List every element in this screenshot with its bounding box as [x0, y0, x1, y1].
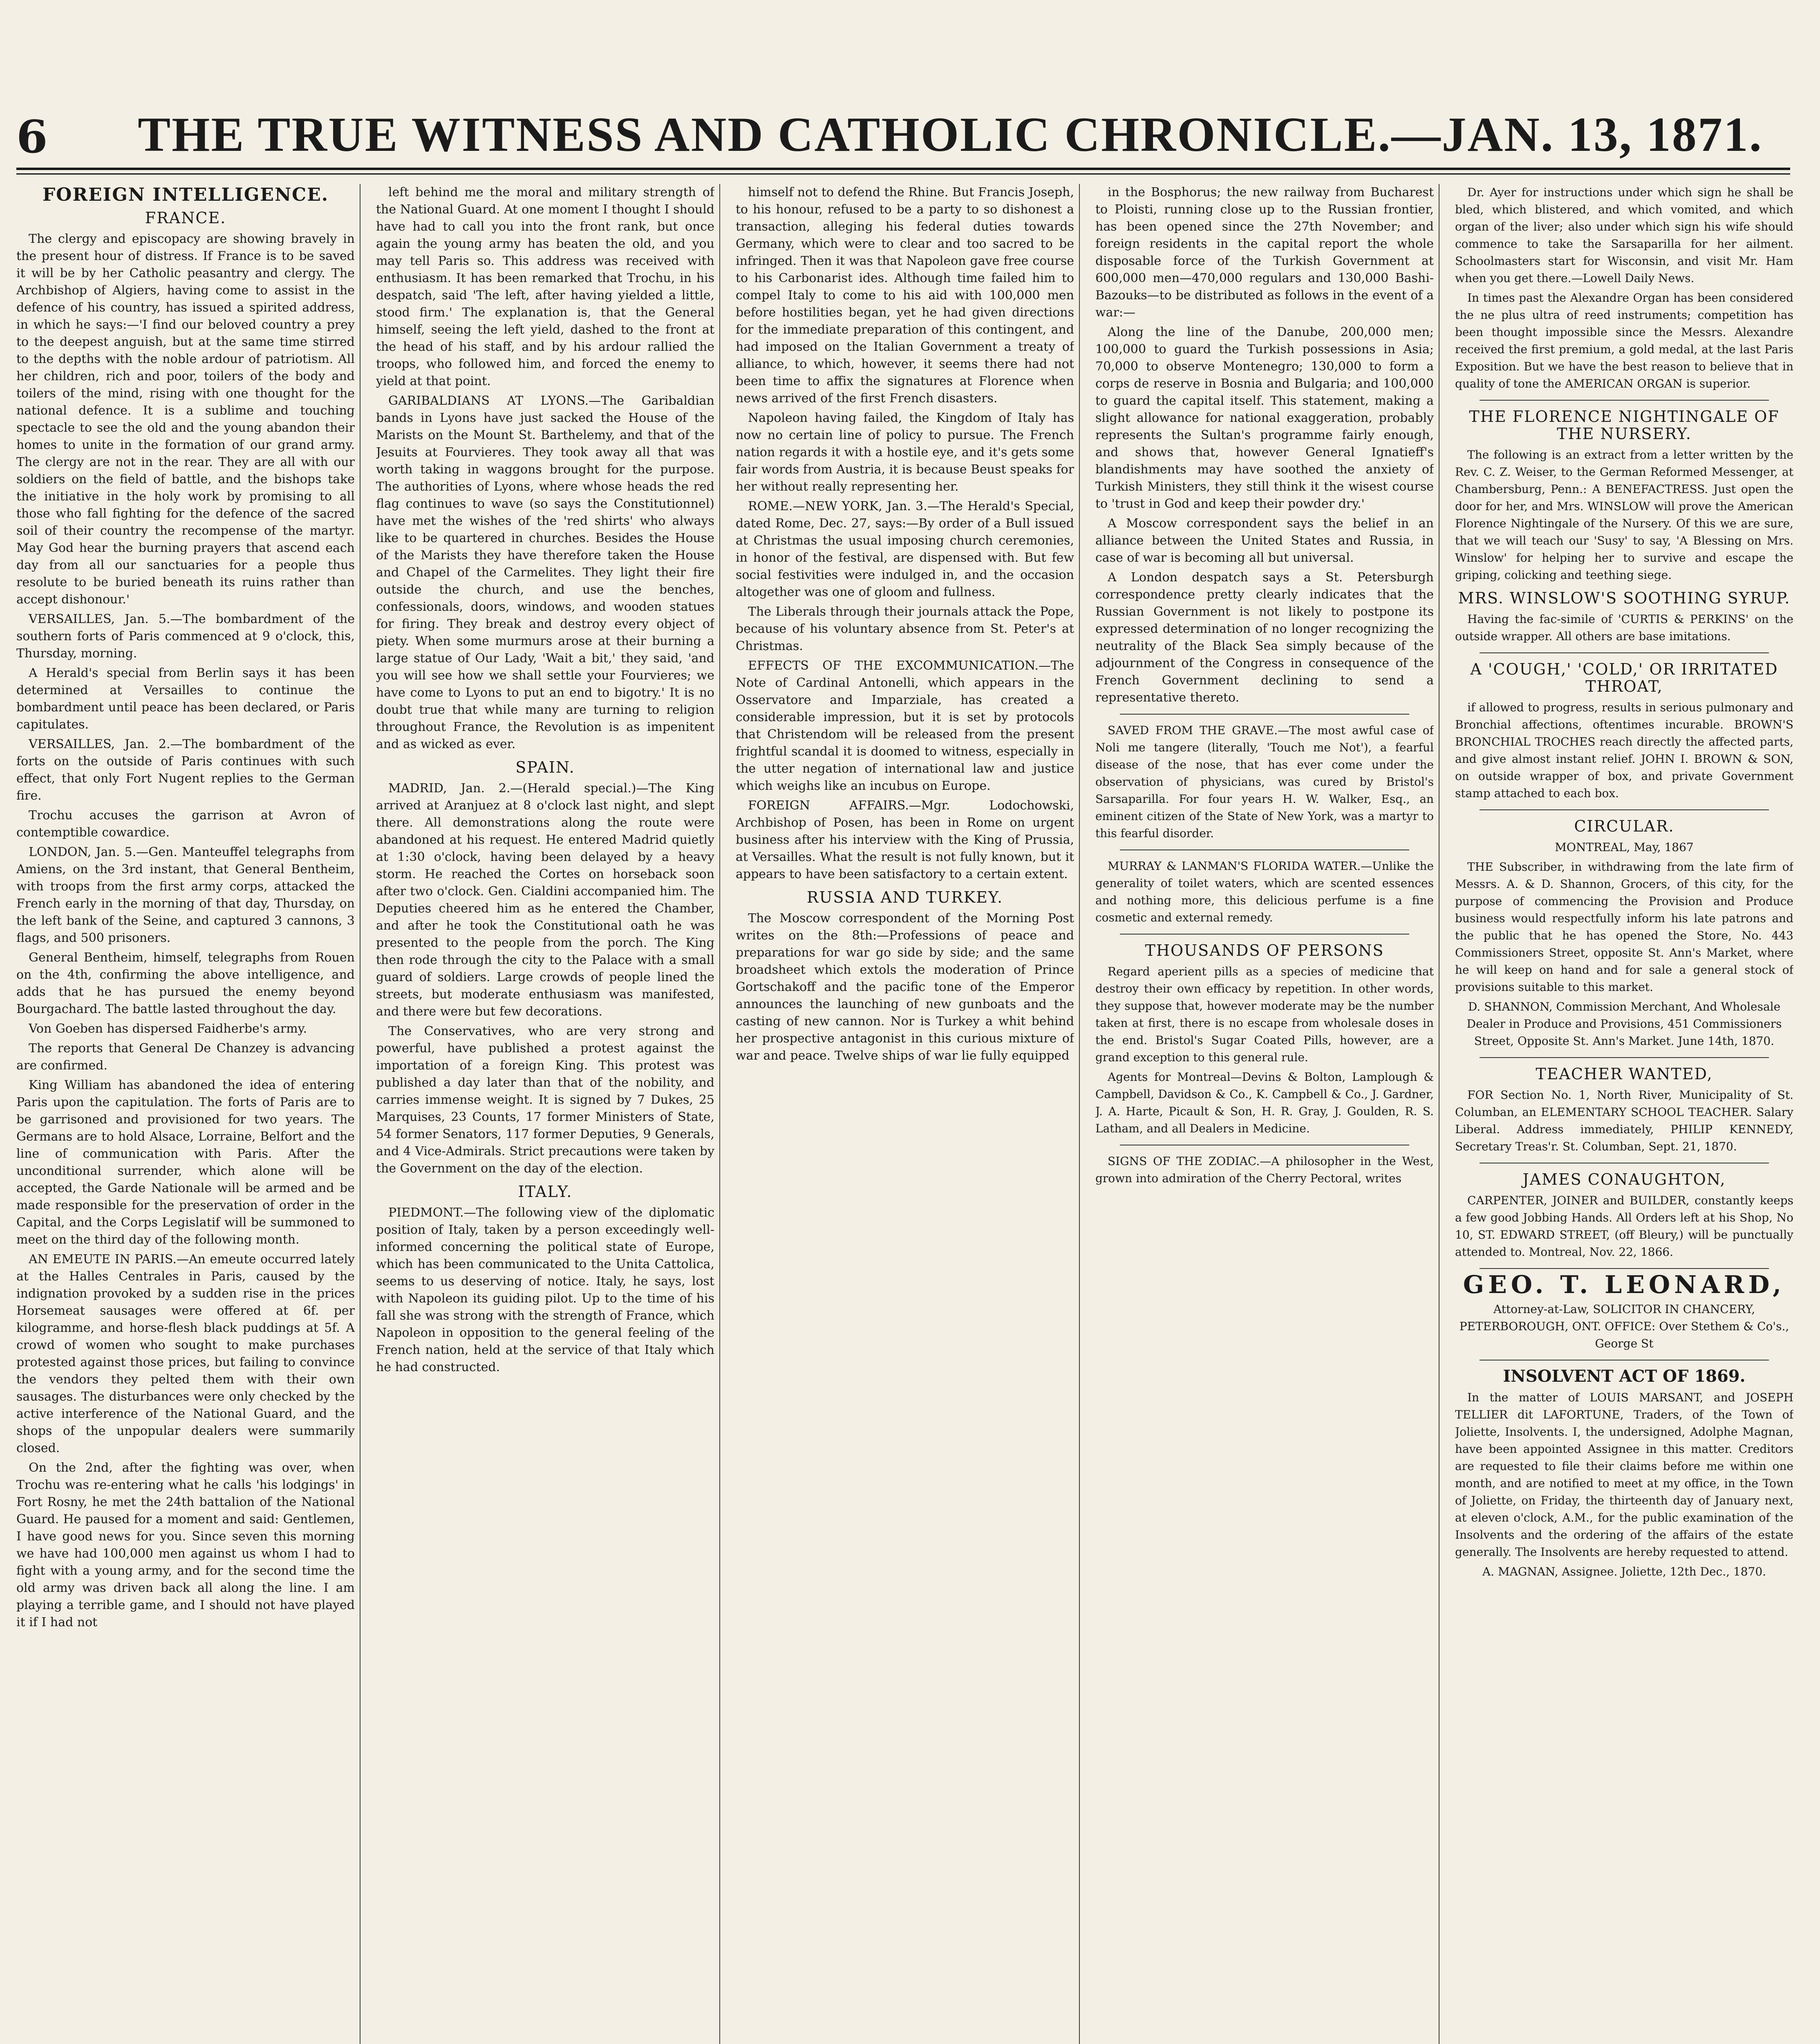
paragraph: EFFECTS OF THE EXCOMMUNICATION.—The Note of Cardinal Antonelli, which appears in the Osservatore and Imparziale, has created a considerable impression, but it is set by protocols that Christendom will be released from the present frightful scandal it is doomed to witness, especially in the utter negation of international law and justice which weighs like an incubus on Europe. [736, 659, 1074, 793]
ad-heading-nightingale: THE FLORENCE NIGHTINGALE OF THE NURSERY. [1469, 408, 1780, 443]
paragraph: GARIBALDIANS AT LYONS.—The Garibaldian bands in Lyons have just sacked the House of the Marists on the Mount St. Barthelemy, and that of the Jesuits at Fourvieres. They took away all that was worth taking in waggons brought for the purpose. The authorities of Lyons, where whose heads the red flag continues to wave (so says the Constitutionnel) have met the wishes of the 'red shirts' who always like to be quartered in churches. Besides the House of the Marists they have therefore taken the House and Chapel of the Carmelites. They light their fire outside the church, and use the benches, confessionals, doors, windows, and wooden statues for firing. They break and destroy every object of piety. When some murmurs arose at their burning a large statue of Our Lady, 'Wait a bit,' they said, 'and you will see how we shall settle your Fourvieres; we have come to Lyons to put an end to bigotry.' It is no doubt true that while many are turning to religion throughout France, the Revolution is as impenitent and as wicked as ever. [376, 394, 714, 751]
paragraph: MADRID, Jan. 2.—(Herald special.)—The King arrived at Aranjuez at 8 o'clock last night, and slept there. All demonstrations along the route were abandoned at his request. He entered Madrid quietly at 1:30 o'clock, having been delayed by a heavy storm. He reached the Cortes on horseback soon after two o'clock. Gen. Cialdini accompanied him. The Deputies cheered him as he entered the Chamber, and after he took the Constitutional oath he was presented to the people from the porch. The King then rode through the city to the Palace with a small guard of soldiers. Large crowds of people lined the streets, but moderate enthusiasm was manifested, and there were but few decorations. [376, 781, 714, 1019]
masthead-rule [16, 168, 1790, 170]
divider [1120, 714, 1409, 715]
paragraph: himself not to defend the Rhine. But Francis Joseph, to his honour, refused to be a party to so dishonest a transaction, alleging his federal duties towards Germany, which were to clear and too sacred to be infringed. Then it was that Napoleon gave free course to his Carbonarist ides. Although time failed him to compel Italy to come to his aid with 100,000 men before hostilities began, yet he had given directions for the immediate preparation of this contingent, and had imposed on the Italian Government a treaty of alliance, to which, however, it seems there had not been time to affix the signatures at Florence when news arrived of the first French disasters. [736, 185, 1074, 406]
agents-list: Agents for Montreal—Devins & Bolton, Lamplough & Campbell, Davidson & Co., K. Campbell & Co., J. Gardner, J. A. Harte, Picault & Son, H. R. Gray, J. Goulden, R. S. Latham, and all Dealers in Medicine. [1095, 1070, 1434, 1135]
subheading-italy: ITALY. [518, 1183, 573, 1201]
paragraph: PIEDMONT.—The following view of the diplomatic position of Italy, taken by a person exceedingly well-informed concerning the political state of Europe, which has been communicated to the Unita Cattolica, seems to us deserving of notice. Italy, he says, lost with Napoleon its guiding pilot. Up to the time of his fall she was strong with the strength of France, which Napoleon in opposition to the general feeling of the French nation, held at the service of that Italy which he had constructed. [376, 1206, 714, 1374]
page-number: 6 [16, 110, 48, 163]
divider [1480, 652, 1769, 653]
circular-date: MONTREAL, May, 1867 [1555, 840, 1694, 854]
paragraph: ROME.—NEW YORK, Jan. 3.—The Herald's Special, dated Rome, Dec. 27, says:—By order of a Bull issued at Christmas the usual imposing church ceremonies, in honor of the festival, are dispensed with. But few social festivities were indulged in, and the occasion altogether was one of gloom and fullness. [736, 499, 1074, 599]
column-4 [1095, 184, 1434, 2044]
paragraph: VERSAILLES, Jan. 5.—The bombardment of the southern forts of Paris commenced at 9 o'clock, this, Thursday, morning. [16, 612, 355, 661]
paragraph: The clergy and episcopacy are showing bravely in the present hour of distress. If France is to be saved it will be by her Catholic peasantry and clergy. The Archbishop of Algiers, having come to assist in the defence of his country, has issued a spirited address, in which he says:—'I find our beloved country a prey to the deepest anguish, but at the same time stirred to the depths with the noble ardour of patriotism. All her children, rich and poor, toilers of the body and toilers of the mind, rising with one thought for the national defence. It is a sublime and touching spectacle to see the old and the young abandon their homes to unite in the formation of our grand army. The clergy are not in the rear. They are all with our soldiers on the field of battle, and the bishops take the initiative in the holy work by promising to all those who fall fighting for the defence of the sacred soil of their country the recompense of the martyr. May God hear the burning prayers that ascend each day from all our sanctuaries for a people thus resolute to be buried beneath its ruins rather than accept dishonour.' [16, 232, 355, 607]
ad-nightingale: The following is an extract from a letter written by the Rev. C. Z. Weiser, to the German Reformed Messenger, at Chambersburg, Penn.: A BENEFACTRESS. Just open the door for her, and Mrs. WINSLOW will prove the American Florence Nightingale of the Nursery. Of this we are sure, that we will teach our 'Susy' to say, 'A Blessing on Mrs. Winslow' for helping her to survive and escape the griping, colicking and teething siege. [1455, 448, 1793, 582]
advertisement-pills: Regard aperient pills as a species of medicine that destroy their own efficacy by repetition. In other words, they suppose that, however moderate may be the number taken at first, there is no escape from wholesale doses in the end. Bristol's Sugar Coated Pills, however, are a grand exception to this general rule. [1095, 965, 1434, 1064]
paragraph: LONDON, Jan. 5.—Gen. Manteuffel telegraphs from Amiens, on the 3rd instant, that General Bentheim, with troops from the first army corps, attacked the French early in the morning of that day, Thursday, on the left bank of the Seine, and captured 3 cannons, 3 flags, and 500 prisoners. [16, 845, 355, 945]
subheading-france: FRANCE. [145, 209, 226, 227]
paragraph: Trochu accuses the garrison at Avron of contemptible cowardice. [16, 808, 355, 840]
paragraph: The Conservatives, who are very strong and powerful, have published a protest against the importation of a foreign King. This protest was published a day later than that of the nobility, and carries immense weight. It is signed by 7 Dukes, 25 Marquises, 23 Counts, 17 former Ministers of State, 54 former Senators, 117 former Deputies, 9 Generals, and 4 Vice-Admirals. Strict precautions were taken by the Government on the day of the election. [376, 1024, 714, 1176]
paragraph: Napoleon having failed, the Kingdom of Italy has now no certain line of policy to pursue. The French nation regards it with a hostile eye, and it's gets some fair words from Austria, it is because Beust speaks for her without really representing her. [736, 411, 1074, 494]
ad-winslow: Having the fac-simile of 'CURTIS & PERKINS' on the outside wrapper. All others are base imitations. [1455, 612, 1793, 643]
masthead [16, 106, 1790, 168]
paragraph: The reports that General De Chanzey is advancing are confirmed. [16, 1041, 355, 1073]
subheading-spain: SPAIN. [515, 758, 575, 776]
column-2 [376, 184, 714, 2044]
conaughton-text: CARPENTER, JOINER and BUILDER, constantly keeps a few good Jobbing Hands. All Orders left at his Shop, No 10, ST. EDWARD STREET, (off Bleury,) will be punctually attended to. Montreal, Nov. 22, 1866. [1455, 1194, 1793, 1259]
divider [1480, 1268, 1769, 1269]
column-5 [1455, 184, 1793, 2044]
divider [1480, 400, 1769, 401]
paragraph: VERSAILLES, Jan. 2.—The bombardment of the forts on the outside of Paris continues with such effect, that only Fort Nugent replies to the German fire. [16, 737, 355, 803]
paragraph: The Moscow correspondent of the Morning Post writes on the 8th:—Professions of peace and preparations for war go side by side; and the same broadsheet which extols the moderation of Prince Gortschakoff and the pacific tone of the Emperor announces the launching of new gunboats and the casting of new cannon. Nor is Turkey a whit behind her prospective antagonist in this curious mixture of war and peace. Twelve ships of war lie fully equipped [736, 911, 1074, 1063]
advertisement-florida-water: MURRAY & LANMAN'S FLORIDA WATER.—Unlike the generality of toilet waters, which are scented essences and nothing more, this delicious perfume is a fine cosmetic and external remedy. [1095, 859, 1434, 924]
ad-heading-teacher: TEACHER WANTED, [1536, 1065, 1713, 1083]
insolvent-signature: A. MAGNAN, Assignee. Joliette, 12th Dec., 1870. [1482, 1565, 1766, 1578]
divider [1480, 1057, 1769, 1058]
paragraph: Along the line of the Danube, 200,000 men; 100,000 to guard the Turkish possessions in Asia; 70,000 to observe Montenegro; 130,000 to form a corps de reserve in Bosnia and Bulgaria; and 100,000 to guard the capital itself. This statement, making a slight allowance for national exaggeration, probably represents the Sultan's programme fairly enough, and shows that, however General Ignatieff's blandishments may have soothed the anxiety of Turkish Ministers, they still think it the wisest course to 'trust in God and keep their powder dry.' [1095, 325, 1434, 511]
paragraph: AN EMEUTE IN PARIS.—An emeute occurred lately at the Halles Centrales in Paris, caused by the indignation provoked by a sudden rise in the prices Horsemeat sausages were offered at 6f. per kilogramme, and horse-flesh black puddings at 5f. A crowd of women who sought to make purchases protested against those prices, but failing to convince the vendors they pelted them with their own sausages. The disturbances were only checked by the active interference of the National Guard, and the shops of the unpopular dealers were summarily closed. [16, 1252, 355, 1455]
subheading-russia-turkey: RUSSIA AND TURKEY. [806, 888, 1003, 906]
circular-text: THE Subscriber, in withdrawing from the late firm of Messrs. A. & D. Shannon, Grocers, of this city, for the purpose of commencing the Provision and Produce business would respectfully inform his late patrons and the public that he has opened the Store, No. 443 Commissioners Street, opposite St. Ann's Market, where he will keep on hand and for sale a general stock of provisions suitable to this market. [1455, 860, 1793, 994]
column-3 [736, 184, 1074, 2044]
paragraph: A Moscow correspondent says the belief in an alliance between the United States and Russia, in case of war is becoming all but universal. [1095, 516, 1434, 565]
leonard-name: GEO. T. LEONARD, [1463, 1271, 1786, 1299]
divider [1120, 849, 1409, 850]
ad-heading-conaughton: JAMES CONAUGHTON, [1522, 1170, 1726, 1188]
paragraph: General Bentheim, himself, telegraphs from Rouen on the 4th, confirming the above intelligence, and adds that he has pursued the enemy beyond Bourgachard. The battle lasted throughout the day. [16, 950, 355, 1016]
ad-heading-thousands: THOUSANDS OF PERSONS [1145, 941, 1384, 959]
paragraph: in the Bosphorus; the new railway from Bucharest to Ploisti, running close up to the Russian frontier, has been opened since the 27th November; and foreign residents in the capital report the whole disposable force of the Turkish Government at 600,000 men—470,000 regulars and 130,000 Bashi-Bazouks—to be distributed as follows in the event of a war:— [1095, 185, 1434, 320]
circular-signature: D. SHANNON, Commission Merchant, And Wholesale Dealer in Produce and Provisions, 451 Commissioners Street, Opposite St. Ann's Market. June 14th, 1870. [1466, 1000, 1782, 1048]
paragraph: On the 2nd, after the fighting was over, when Trochu was re-entering what he calls 'his lodgings' in Fort Rosny, he met the 24th battalion of the National Guard. He paused for a moment and said: Gentlemen, I have good news for you. Since seven this morning we have had 100,000 men against us whom I had to fight with a young army, and for the second time the old army was driven back all along the line. I am playing a terrible game, and I should not have played it if I had not [16, 1461, 355, 1629]
column-1 [16, 184, 355, 2044]
masthead-rule-thin [16, 173, 1790, 175]
newspaper-title: THE TRUE WITNESS AND CATHOLIC CHRONICLE.—JAN. 13, 1871. [138, 107, 1763, 161]
paragraph: left behind me the moral and military strength of the National Guard. At one moment I thought I should have had to call you into the front rank, but once again the young army has beaten the old, and you may tell Paris so. This address was received with enthusiasm. It has been remarked that Trochu, in his despatch, said 'The left, after having yielded a little, stood firm.' The explanation is, that the General himself, seeing the left yield, dashed to the front at the head of his staff, and by his ardour rallied the troops, who followed him, and forced the enemy to yield at that point. [376, 185, 714, 388]
paragraph: King William has abandoned the idea of entering Paris upon the capitulation. The forts of Paris are to be garrisoned and provisioned for two years. The Germans are to hold Alsace, Lorraine, Belfort and the line of communication with Paris. After the unconditional surrender, which alone will be accepted, the Garde Nationale will be armed and be made responsible for the preservation of order in the Capital, and the Corps Legislatif will be summoned to meet on the third day of the following month. [16, 1078, 355, 1247]
ad-heading-winslow: MRS. WINSLOW'S SOOTHING SYRUP. [1458, 589, 1791, 607]
paragraph: The Liberals through their journals attack the Pope, because of his voluntary absence from St. Peter's at Christmas. [736, 605, 1074, 653]
ad-heading-circular: CIRCULAR. [1574, 817, 1674, 835]
paragraph: A Herald's special from Berlin says it has been determined at Versailles to continue the bombardment until peace has been declared, or Paris capitulates. [16, 666, 355, 732]
advertisement-sarsaparilla: SAVED FROM THE GRAVE.—The most awful case of Noli me tangere (literally, 'Touch me Not'), a fearful disease of the nose, that has ever come under the observation of physicians, was cured by Bristol's Sarsaparilla. For four years H. W. Walker, Esq., an eminent citizen of the State of New York, was a martyr to this fearful disorder. [1095, 724, 1434, 840]
insolvent-heading: INSOLVENT ACT OF 1869. [1503, 1367, 1746, 1386]
column-divider [719, 184, 720, 2044]
paragraph: FOREIGN AFFAIRS.—Mgr. Lodochowski, Archbishop of Posen, has been in Rome on urgent business after his interview with the King of Prussia, at Versailles. What the result is not fully known, but it appears to have been satisfactory to a certain extent. [736, 798, 1074, 881]
advertisement-zodiac: SIGNS OF THE ZODIAC.—A philosopher in the West, grown into admiration of the Cherry Pectoral, writes [1095, 1154, 1434, 1185]
leonard-text: Attorney-at-Law, SOLICITOR IN CHANCERY, PETERBOROUGH, ONT. OFFICE: Over Stethem & Co's., George St [1459, 1302, 1789, 1350]
ad-ayer: Dr. Ayer for instructions under which sign he shall be bled, which blistered, and which vomited, and which organ of the liver; also under which sign his wife should commence to take the Sarsaparilla for her ailment. Schoolmasters start for Wisconsin, and visit Mr. Ham when you get there.—Lowell Daily News. [1455, 186, 1793, 285]
ad-organ: In times past the Alexandre Organ has been considered the ne plus ultra of reed instruments; competition has been thought impossible since the Messrs. Alexandre received the first premium, a gold medal, at the last Paris Exposition. But we have the best reason to believe that in quality of tone the AMERICAN ORGAN is superior. [1455, 291, 1793, 390]
divider [1480, 809, 1769, 810]
insolvent-text: In the matter of LOUIS MARSANT, and JOSEPH TELLIER dit LAFORTUNE, Traders, of the Town of Joliette, Insolvents. I, the undersigned, Adolphe Magnan, have been appointed Assignee in this matter. Creditors are requested to file their claims before me within one month, and are notified to meet at my office, in the Town of Joliette, on Friday, the thirteenth day of January next, at eleven o'clock, A.M., for the public examination of the Insolvents and the ordering of the affairs of the estate generally. The Insolvents are hereby requested to attend. [1455, 1391, 1793, 1559]
ad-heading-cough: A 'COUGH,' 'COLD,' OR IRRITATED THROAT, [1470, 660, 1778, 695]
teacher-text: FOR Section No. 1, North River, Municipality of St. Columban, an ELEMENTARY SCHOOL TEACHER. Salary Liberal. Address immediately, PHILIP KENNEDY, Secretary Treas'r. St. Columban, Sept. 21, 1870. [1455, 1088, 1793, 1153]
column-divider [1079, 184, 1080, 2044]
ad-cough: if allowed to progress, results in serious pulmonary and Bronchial affections, oftentimes incurable. BROWN'S BRONCHIAL TROCHES reach directly the affected parts, and give almost instant relief. JOHN I. BROWN & SON, on outside wrapper of box, and private Government stamp attached to each box. [1455, 701, 1793, 800]
paragraph: A London despatch says a St. Petersburgh correspondence pretty clearly indicates that the Russian Government is not likely to postpone its expressed determination of no longer recognizing the neutrality of the Black Sea simply because of the adjournment of the Congress in consequence of the French Government declining to send a representative thereto. [1095, 570, 1434, 705]
paragraph: Von Goeben has dispersed Faidherbe's army. [29, 1022, 307, 1036]
section-heading-foreign: FOREIGN INTELLIGENCE. [42, 184, 329, 205]
divider [1120, 934, 1409, 935]
